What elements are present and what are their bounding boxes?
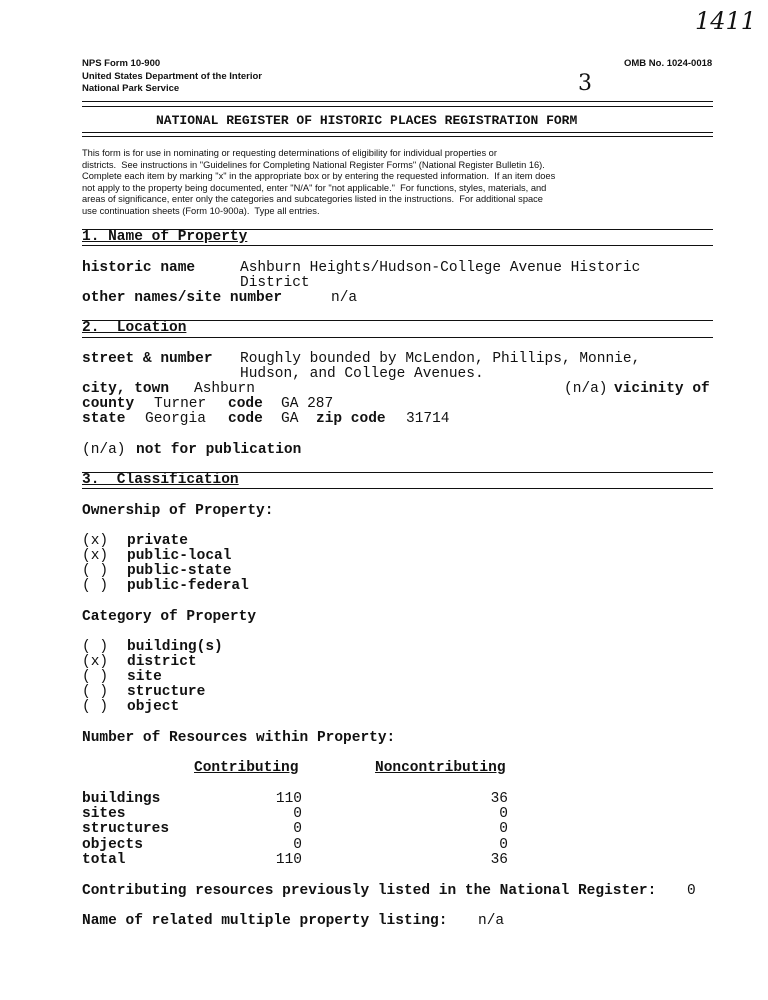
state-code-value: GA [281, 411, 299, 427]
resource-contributing-buildings: 110 [275, 791, 302, 807]
resource-noncontributing-objects: 0 [499, 837, 508, 853]
resource-noncontributing-buildings: 36 [490, 791, 508, 807]
form-title: NATIONAL REGISTER OF HISTORIC PLACES REGISTRATION FORM [156, 113, 578, 128]
ownership-public-local: public-local [127, 548, 232, 564]
city-label: city, town [82, 381, 170, 397]
ownership-mark-public-local: (x) [82, 548, 109, 564]
form-number: NPS Form 10-900 [82, 58, 161, 69]
zip-code-value: 31714 [406, 411, 450, 427]
category-label: Category of Property [82, 609, 257, 625]
previously-listed-label: Contributing resources previously listed in the National Register: [82, 883, 657, 899]
category-mark-site: ( ) [82, 669, 109, 685]
resource-label-objects: objects [82, 837, 143, 853]
noncontributing-column-header: Noncontributing [375, 760, 506, 776]
instructions-line-6: use continuation sheets (Form 10-900a). Type all entries. [82, 206, 320, 216]
zip-code-label: zip code [316, 411, 386, 427]
county-code-value: GA 287 [281, 396, 334, 412]
resource-noncontributing-total: 36 [490, 852, 508, 868]
county-label: county [82, 396, 135, 412]
other-names-value: n/a [331, 290, 358, 306]
state-value: Georgia [145, 411, 206, 427]
street-value-cont: Hudson, and College Avenues. [240, 366, 484, 382]
resource-contributing-sites: 0 [293, 806, 302, 822]
instructions-line-2: districts. See instructions in "Guidelines for Completing National Register Forms" (National Register Bulletin 16). [82, 159, 545, 170]
resource-contributing-structures: 0 [293, 821, 302, 837]
omb-number: OMB No. 1024-0018 [624, 58, 713, 69]
section-3-rule-bottom [82, 488, 713, 489]
category-building: building(s) [127, 639, 223, 655]
service-name: National Park Service [82, 83, 180, 94]
resources-label: Number of Resources within Property: [82, 730, 396, 746]
resource-contributing-objects: 0 [293, 837, 302, 853]
instructions-line-4: not apply to the property being documented, enter "N/A" for "not applicable." For functions, styles, materials, and [82, 182, 547, 193]
street-value: Roughly bounded by McLendon, Phillips, Monnie, [240, 351, 641, 367]
resource-noncontributing-sites: 0 [499, 806, 508, 822]
state-label: state [82, 411, 126, 427]
section-1-rule-bottom [82, 245, 713, 246]
department-name: United States Department of the Interior [82, 71, 262, 82]
multiple-property-label: Name of related multiple property listing: [82, 913, 448, 929]
resource-label-total: total [82, 852, 126, 868]
resource-noncontributing-structures: 0 [499, 821, 508, 837]
title-rule-top [82, 101, 713, 102]
resource-label-buildings: buildings [82, 791, 161, 807]
ownership-public-state: public-state [127, 563, 232, 579]
instructions-line-3: Complete each item by marking "x" in the appropriate box or by entering the requested information. If an item does [82, 171, 556, 182]
street-label: street & number [82, 351, 213, 367]
multiple-property-value: n/a [478, 913, 505, 929]
resource-label-structures: structures [82, 821, 170, 837]
section-3-heading: 3. Classification [82, 472, 239, 488]
ownership-private: private [127, 533, 188, 549]
historic-name-value-cont: District [240, 275, 310, 291]
historic-name-label: historic name [82, 260, 196, 276]
category-mark-building: ( ) [82, 639, 109, 655]
ownership-public-federal: public-federal [127, 578, 249, 594]
section-1-heading: 1. Name of Property [82, 229, 248, 245]
category-structure: structure [127, 684, 206, 700]
category-mark-object: ( ) [82, 699, 109, 715]
section-2-heading: 2. Location [82, 320, 187, 336]
ownership-mark-public-federal: ( ) [82, 578, 109, 594]
category-district: district [127, 654, 197, 670]
handwritten-page-number: 1411 [695, 7, 757, 35]
category-mark-structure: ( ) [82, 684, 109, 700]
vicinity-label: vicinity of [614, 381, 710, 397]
category-mark-district: (x) [82, 654, 109, 670]
title-rule-top-2 [82, 106, 713, 107]
county-value: Turner [154, 396, 207, 412]
publication-label: not for publication [136, 442, 302, 458]
previously-listed-value: 0 [687, 883, 696, 899]
contributing-column-header: Contributing [194, 760, 299, 776]
instructions-line-1: This form is for use in nominating or requesting determinations of eligibility for individual properties or [82, 148, 497, 158]
category-site: site [127, 669, 162, 685]
category-object: object [127, 699, 180, 715]
resource-label-sites: sites [82, 806, 126, 822]
page-mark: 3 [578, 71, 592, 96]
other-names-label: other names/site number [82, 290, 283, 306]
ownership-mark-public-state: ( ) [82, 563, 109, 579]
ownership-label: Ownership of Property: [82, 503, 274, 519]
historic-name-value: Ashburn Heights/Hudson-College Avenue Historic [240, 260, 641, 276]
title-rule-bottom-2 [82, 136, 713, 137]
section-2-rule-bottom [82, 337, 713, 338]
publication-value: (n/a) [82, 442, 126, 458]
city-value: Ashburn [194, 381, 255, 397]
ownership-mark-private: (x) [82, 533, 109, 549]
vicinity-value: (n/a) [564, 381, 608, 397]
resource-contributing-total: 110 [275, 852, 302, 868]
instructions-line-5: areas of significance, enter only the categories and subcategories listed in the instructions. For additional space [82, 194, 543, 205]
state-code-label: code [228, 411, 263, 427]
title-rule-bottom [82, 132, 713, 133]
county-code-label: code [228, 396, 263, 412]
